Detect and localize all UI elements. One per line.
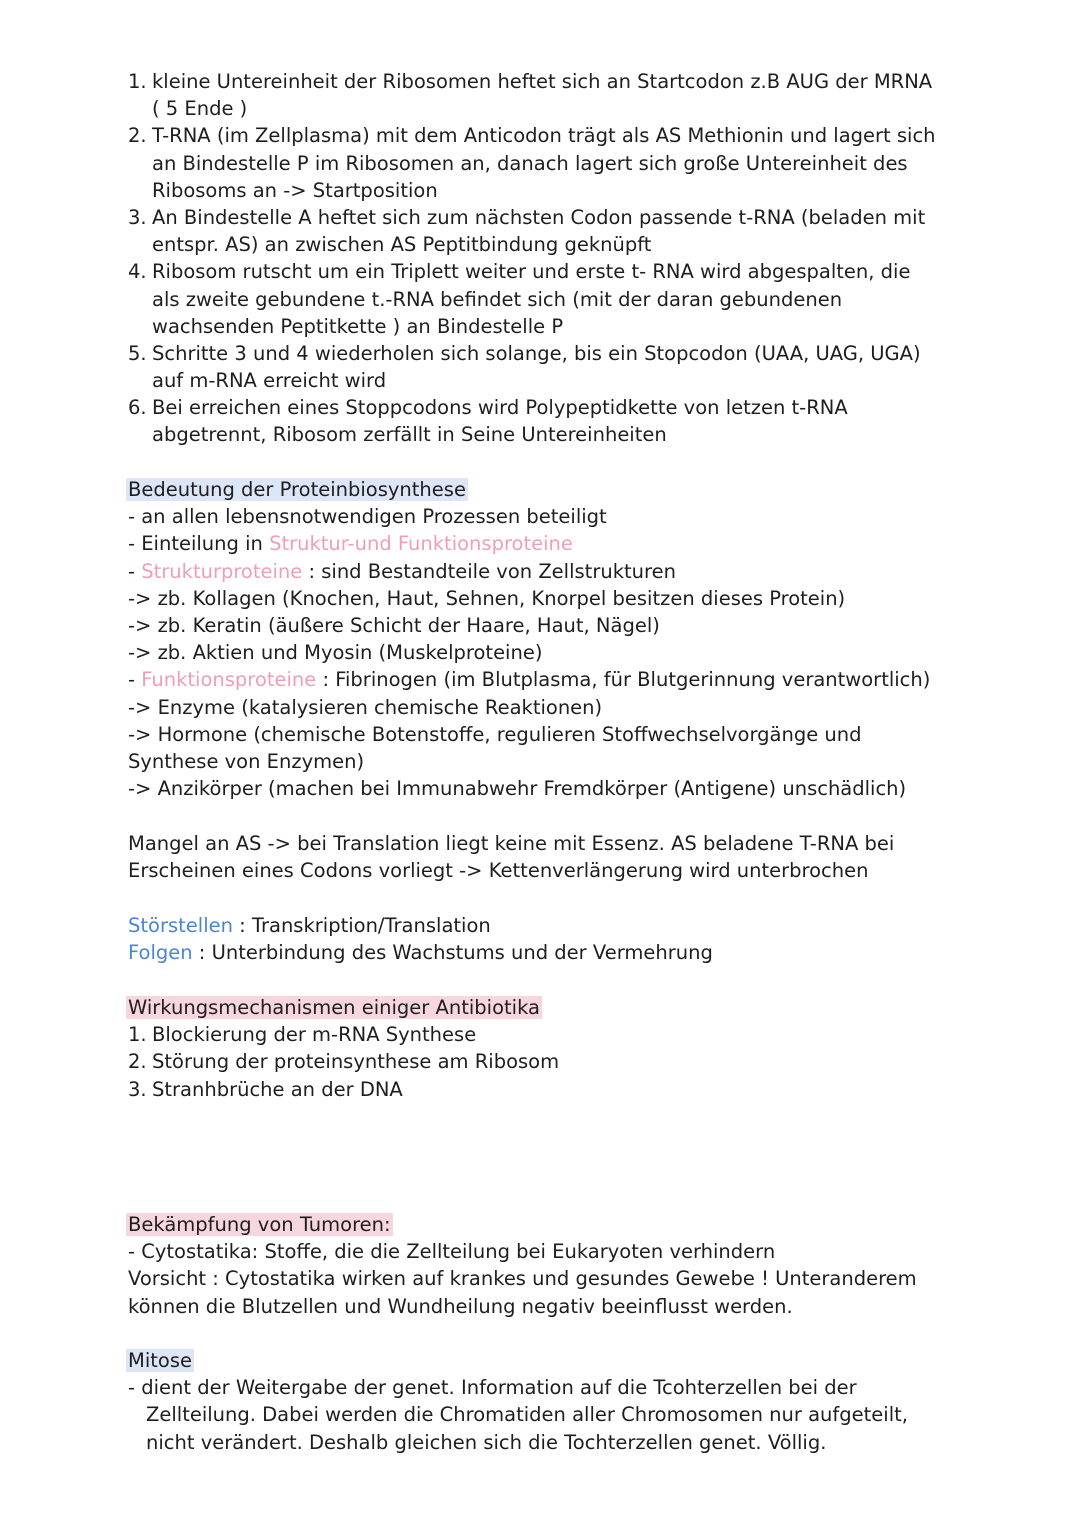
text-line: - an allen lebensnotwendigen Prozessen beteiligt	[128, 505, 607, 529]
list-item: 6. Bei erreichen eines Stoppcodons wird Polypeptidkette von letzen t-RNA	[128, 396, 848, 420]
section-heading-bedeutung: Bedeutung der Proteinbiosynthese	[128, 478, 466, 501]
text-line: - Einteilung in Struktur-und Funktionsproteine	[128, 532, 573, 556]
bedeutung-section	[128, 476, 1008, 802]
stoerstellen-section	[128, 912, 1008, 966]
list-item-continuation: Ribosoms an -> Startposition	[152, 178, 438, 202]
text-line: -> Hormone (chemische Botenstoffe, regulieren Stoffwechselvorgänge und	[128, 722, 862, 746]
list-item-continuation: an Bindestelle P im Ribosomen an, danach lagert sich große Untereinheit des	[152, 151, 908, 175]
text-line: Mangel an AS -> bei Translation liegt keine mit Essenz. AS beladene T-RNA bei	[128, 832, 895, 855]
text-line: -> Anzikörper (machen bei Immunabwehr Fremdkörper (Antigene) unschädlich)	[128, 777, 907, 801]
pink-term: Funktionsproteine	[141, 668, 317, 692]
text-line: -> zb. Kollagen (Knochen, Haut, Sehnen, Knorpel besitzen dieses Protein)	[128, 586, 846, 610]
text-line: Störstellen : Transkription/Translation	[128, 914, 491, 937]
list-item-continuation: als zweite gebundene t.-RNA befindet sich (mit der daran gebundenen	[152, 287, 843, 311]
list-item: 1. Blockierung der m-RNA Synthese	[128, 1023, 477, 1047]
text-line: Synthese von Enzymen)	[128, 749, 365, 773]
text-line: Erscheinen eines Codons vorliegt -> Kettenverlängerung wird unterbrochen	[128, 859, 869, 883]
list-item-continuation: ( 5 Ende )	[152, 97, 248, 121]
list-item-continuation: auf m-RNA erreicht wird	[152, 369, 387, 393]
list-item: 1. kleine Untereinheit der Ribosomen heftet sich an Startcodon z.B AUG der MRNA	[128, 70, 933, 93]
list-item: 3. Stranhbrüche an der DNA	[128, 1077, 403, 1101]
pink-term: Struktur-und Funktionsproteine	[269, 532, 573, 556]
list-item-continuation: wachsenden Peptitkette ) an Bindestelle P	[152, 314, 564, 338]
folgen-label: Folgen	[128, 941, 193, 965]
text-line: Zellteilung. Dabei werden die Chromatiden aller Chromosomen nur aufgeteilt,	[146, 1403, 908, 1427]
mangel-paragraph	[128, 830, 1008, 884]
antibiotika-section	[128, 994, 1008, 1103]
section-heading-antibiotika: Wirkungsmechanismen einiger Antibiotika	[128, 996, 540, 1019]
stoerstellen-label: Störstellen	[128, 914, 233, 937]
text-line: - dient der Weitergabe der genet. Information auf die Tcohterzellen bei der	[128, 1376, 857, 1400]
mitose-section	[128, 1347, 1008, 1456]
text-line: - Cytostatika: Stoffe, die die Zellteilung bei Eukaryoten verhindern	[128, 1240, 776, 1264]
list-item: 2. Störung der proteinsynthese am Ribosom	[128, 1050, 560, 1074]
text-line: - Strukturproteine : sind Bestandteile von Zellstrukturen	[128, 559, 676, 583]
text-line: -> zb. Aktien und Myosin (Muskelproteine)	[128, 641, 543, 665]
section-heading-tumoren: Bekämpfung von Tumoren:	[128, 1213, 391, 1236]
list-item: 4. Ribosom rutscht um ein Triplett weiter und erste t- RNA wird abgespalten, die	[128, 260, 911, 284]
text-line: Folgen : Unterbindung des Wachstums und der Vermehrung	[128, 941, 713, 965]
translation-steps-list	[128, 68, 1008, 449]
text-line: -> Enzyme (katalysieren chemische Reaktionen)	[128, 695, 603, 719]
text-line: -> zb. Keratin (äußere Schicht der Haare, Haut, Nägel)	[128, 613, 660, 637]
text-line: Vorsicht : Cytostatika wirken auf krankes und gesundes Gewebe ! Unteranderem	[128, 1267, 917, 1291]
list-item-continuation: entspr. AS) an zwischen AS Peptitbindung geknüpft	[152, 233, 652, 257]
text-line: nicht verändert. Deshalb gleichen sich die Tochterzellen genet. Völlig.	[146, 1430, 827, 1454]
list-item-continuation: abgetrennt, Ribosom zerfällt in Seine Untereinheiten	[152, 423, 667, 447]
text-line: - Funktionsproteine : Fibrinogen (im Blutplasma, für Blutgerinnung verantwortlich)	[128, 668, 931, 692]
section-heading-mitose: Mitose	[128, 1349, 192, 1372]
pink-term: Strukturproteine	[141, 559, 303, 583]
list-item: 2. T-RNA (im Zellplasma) mit dem Anticodon trägt als AS Methionin und lagert sich	[128, 124, 936, 148]
list-item: 5. Schritte 3 und 4 wiederholen sich solange, bis ein Stopcodon (UAA, UAG, UGA)	[128, 341, 921, 365]
tumoren-section	[128, 1211, 1008, 1320]
text-line: können die Blutzellen und Wundheilung negativ beeinflusst werden.	[128, 1294, 793, 1318]
list-item: 3. An Bindestelle A heftet sich zum nächsten Codon passende t-RNA (beladen mit	[128, 205, 926, 229]
